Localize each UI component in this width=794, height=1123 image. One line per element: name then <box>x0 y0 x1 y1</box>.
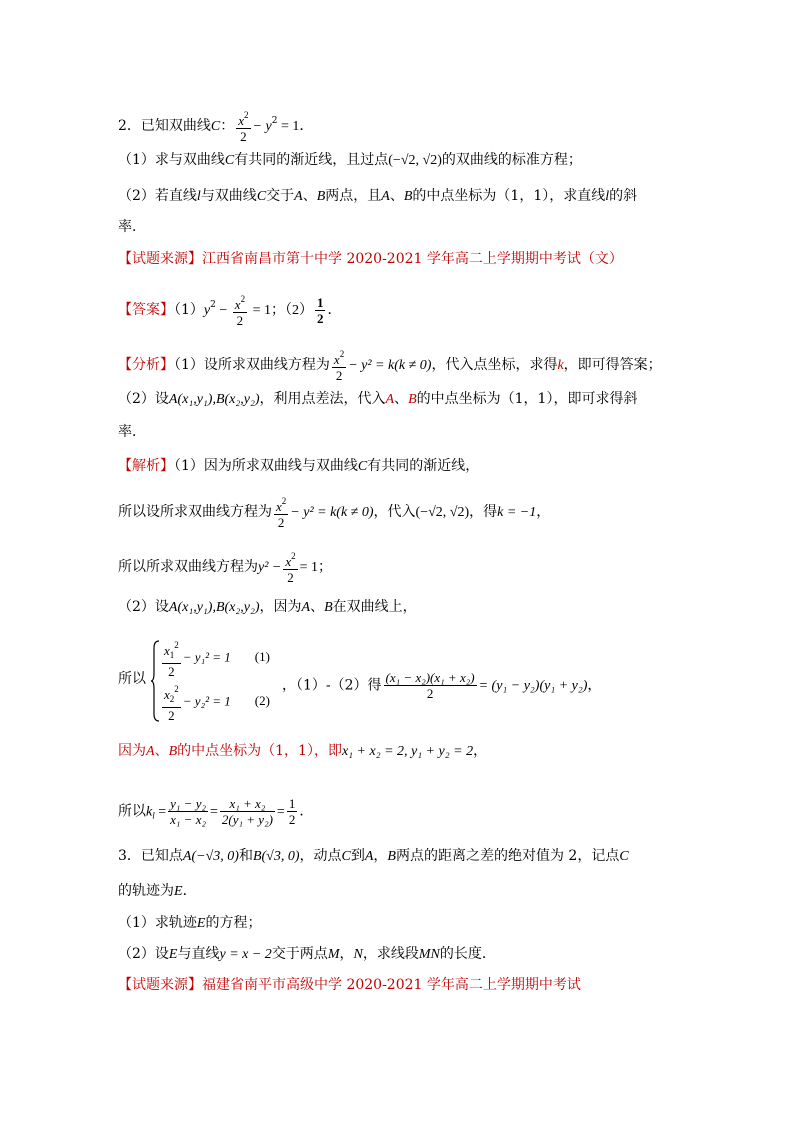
text: 在双曲线上， <box>332 599 417 615</box>
denominator: 2 <box>426 686 434 701</box>
question-2-part-2 <box>118 187 637 206</box>
text: ，代入 <box>373 504 416 520</box>
text: 交于 <box>266 188 295 204</box>
math-expr: A(x₁,y₁),B(x₂,y₂) <box>168 600 260 615</box>
text: 的轨迹为 <box>118 883 174 899</box>
text: 两点的距离之差的绝对值为 2，记点 <box>395 848 620 864</box>
fraction <box>236 108 250 144</box>
math-var: C <box>619 849 629 864</box>
math-var: C <box>341 849 351 864</box>
text: （1） <box>174 302 204 318</box>
analysis-line-2-wrap: 率． <box>118 424 146 440</box>
solution-line-6 <box>118 742 487 761</box>
text: 所以设所求双曲线方程为 <box>118 504 272 520</box>
math-var: k <box>557 358 564 373</box>
math-expr: − y₂² = 1 <box>182 693 231 709</box>
text: 有共同的渐近线，且过点 <box>234 152 389 168</box>
text: 的中点坐标为（1，1），求直线 <box>412 188 606 204</box>
math-point: (−√2, √2) <box>388 153 442 168</box>
text: 与双曲线 <box>200 188 257 204</box>
question-3-part-1 <box>118 914 261 933</box>
text: ，（1）-（2）得 <box>282 677 382 694</box>
text: 的方程； <box>205 915 262 931</box>
text: 、 <box>389 188 404 204</box>
math-point: A(−√3, 0) <box>182 849 239 864</box>
numerator: y₁ − y₂ <box>170 796 206 811</box>
text: 和 <box>238 848 253 864</box>
question-3-line-1 <box>118 847 629 866</box>
analysis-line-2 <box>118 390 637 409</box>
question-3-source: 【试题来源】福建省南平市高级中学 2020-2021 学年高二上学期期中考试 <box>118 977 581 993</box>
solution-line-5-rest <box>282 670 601 701</box>
denominator: 2 <box>288 812 296 827</box>
math-point: B(√3, 0) <box>252 849 300 864</box>
question-2-part-2-wrap: 率． <box>118 219 146 235</box>
math-expr: = <box>154 804 167 820</box>
math-var: B <box>387 849 396 864</box>
math-expr: y² − <box>258 560 282 575</box>
math-var: M <box>327 947 340 962</box>
math-var: A <box>301 600 311 615</box>
numerator: 1 <box>316 294 324 310</box>
math-expr: − y² = k(k ≠ 0) <box>348 358 432 373</box>
math-var: A <box>294 189 303 204</box>
solution-line-3 <box>118 549 332 585</box>
text: ，即可得答案； <box>563 357 662 373</box>
text: （2）若直线 <box>118 188 197 204</box>
math-var: l <box>605 189 610 204</box>
math-expr: = (y₁ − y₂)(y₁ + y₂) <box>478 678 588 694</box>
analysis-line-1 <box>118 347 662 383</box>
math-var: l <box>196 189 201 204</box>
denominator: 2(y₁ + y₂) <box>221 812 273 827</box>
system-equation-2 <box>160 682 270 723</box>
text: ． <box>182 883 197 899</box>
text: （1）设所求双曲线方程为 <box>174 357 330 373</box>
text: 两点，且 <box>325 188 382 204</box>
math-var: E <box>174 884 183 899</box>
fraction: $\frac{x^2}{2}$ <box>234 294 246 328</box>
question-3-part-2 <box>118 945 496 964</box>
subscript: l <box>152 810 155 821</box>
text: 的斜 <box>609 188 638 204</box>
left-brace-icon <box>150 640 160 722</box>
text: 有共同的渐近线， <box>367 458 480 474</box>
answer-fraction <box>315 295 326 326</box>
solution-line-2 <box>118 494 550 530</box>
text: 所以 <box>118 803 146 820</box>
fraction: $\frac{x^2}{2}$ <box>333 349 345 383</box>
math-var: A <box>364 849 374 864</box>
question-2-source: 【试题来源】江西省南昌市第十中学 2020-2021 学年高二上学期期中考试（文） <box>118 251 623 267</box>
text: 因为 <box>118 743 146 759</box>
math-var: B <box>316 189 326 204</box>
text: ，动点 <box>299 848 342 864</box>
equation-tag: (1) <box>254 649 270 665</box>
analysis-label: 【分析】 <box>118 357 174 373</box>
text: ，代入点坐标，求得 <box>431 357 558 373</box>
text: 与直线 <box>177 946 220 962</box>
equation-tag: (2) <box>254 693 270 709</box>
math-expr: − y² = k(k ≠ 0) <box>290 505 374 520</box>
math-var: k <box>146 804 153 820</box>
text: 所以所求双曲线方程为 <box>118 559 258 575</box>
math-var: A <box>381 189 390 204</box>
fraction: $\frac{x_1^2}{2}$ <box>164 640 179 679</box>
math-expr: = 1；（2） <box>249 303 313 318</box>
text: 、 <box>154 743 169 759</box>
question-2-title <box>118 108 313 144</box>
text: 到 <box>350 848 365 864</box>
denominator: x₁ − x₂ <box>170 812 206 827</box>
math-expr: = 1； <box>299 560 333 575</box>
text: （2）设 <box>118 391 169 407</box>
question-2-part-1 <box>118 151 582 170</box>
text: 交于两点 <box>271 946 328 962</box>
fraction <box>287 796 298 827</box>
math-var: A <box>385 392 395 407</box>
text: 的中点坐标为（1，1），即 <box>177 743 342 759</box>
math-var: B <box>403 189 413 204</box>
fraction <box>168 796 208 827</box>
math-var: E <box>168 947 178 962</box>
math-expr: x₁ + x₂ = 2, y₁ + y₂ = 2 <box>341 744 474 759</box>
solution-line-4 <box>118 598 417 617</box>
math-expr: − y₁² = 1 <box>182 649 231 665</box>
text: ， <box>373 848 388 864</box>
text: ，求线段 <box>362 946 419 962</box>
math-expr: A(x₁,y₁),B(x₂,y₂) <box>168 392 260 407</box>
text: ． <box>327 302 342 318</box>
denominator: 2 <box>316 310 324 326</box>
fraction <box>384 670 477 701</box>
text: （1）求轨迹 <box>118 915 197 931</box>
math-var: C <box>357 459 368 474</box>
fraction: $\frac{x_2^2}{2}$ <box>164 684 179 723</box>
text: 的长度． <box>439 946 496 962</box>
system-equation-1 <box>160 638 270 679</box>
superscript: 2 <box>244 110 249 120</box>
math-expr: y = x − 2 <box>219 947 272 962</box>
math-var: B <box>408 392 417 407</box>
math-expr: = 1． <box>277 119 314 134</box>
math-var: E <box>196 916 206 931</box>
math-expr: − y <box>252 119 272 134</box>
math-var: B <box>168 744 178 759</box>
solution-line-7: 所以$k_l$ = $\frac{\text{y₁ − y₂}}{\text{x₁ − x₂}}$ = $\frac{\text{x₁ + x₂}}{\text{2(y₁ + y₂)}}$ = $\frac{1}{2}$ ． <box>118 796 314 827</box>
text: 、 <box>310 599 325 615</box>
text: ， <box>587 677 602 694</box>
math-var: C <box>256 189 267 204</box>
math-var: x <box>238 113 245 128</box>
math-expr: k = −1 <box>497 505 537 520</box>
superscript: 2 <box>271 116 278 126</box>
math-var: B <box>324 600 333 615</box>
denominator: 2 <box>240 129 247 144</box>
text: 2．已知双曲线 <box>118 118 211 134</box>
text: ． <box>299 803 314 820</box>
text: ， <box>536 504 551 520</box>
text: （1）求与双曲线 <box>118 152 225 168</box>
text: ， <box>473 743 488 759</box>
text: ，利用点差法，代入 <box>259 391 386 407</box>
math-var: C <box>210 119 221 134</box>
text: （2）设 <box>118 599 169 615</box>
text: （2）设 <box>118 946 169 962</box>
text: 的中点坐标为（1，1），即可求得斜 <box>416 391 638 407</box>
text: （1）因为所求双曲线与双曲线 <box>174 458 358 474</box>
text: 3．已知点 <box>118 848 183 864</box>
math-point: (−√2, √2) <box>415 505 470 520</box>
solution-line-5-label: 所以 <box>118 671 146 687</box>
math-var: A <box>146 744 155 759</box>
text: 的双曲线的标准方程； <box>441 152 582 168</box>
answer-line: 【答案】$(1)y^2$ − $\frac{x^2}{2}$ = 1；（2） $\frac{1}{2}$ ． <box>118 294 342 328</box>
math-var: C <box>224 153 235 168</box>
solution-line-1 <box>118 457 479 476</box>
solution-label: 【解析】 <box>118 458 174 474</box>
answer-label: 【答案】 <box>118 302 174 318</box>
text: ，因为 <box>259 599 302 615</box>
text: 、 <box>302 188 317 204</box>
numerator: 1 <box>288 796 296 811</box>
text: 、 <box>394 391 409 407</box>
question-3-line-2 <box>118 882 197 901</box>
math-var: N <box>353 947 363 962</box>
text: ： <box>220 118 235 134</box>
fraction: $\frac{x^2}{2}$ <box>285 551 296 585</box>
fraction <box>220 796 275 827</box>
text: ，得 <box>469 504 498 520</box>
numerator: x₁ + x₂ <box>220 796 275 812</box>
math-var: MN <box>418 947 440 962</box>
numerator: (x₁ − x₂)(x₁ + x₂) <box>385 670 475 685</box>
text: ， <box>339 946 354 962</box>
fraction: $\frac{x^2}{2}$ <box>276 496 287 530</box>
